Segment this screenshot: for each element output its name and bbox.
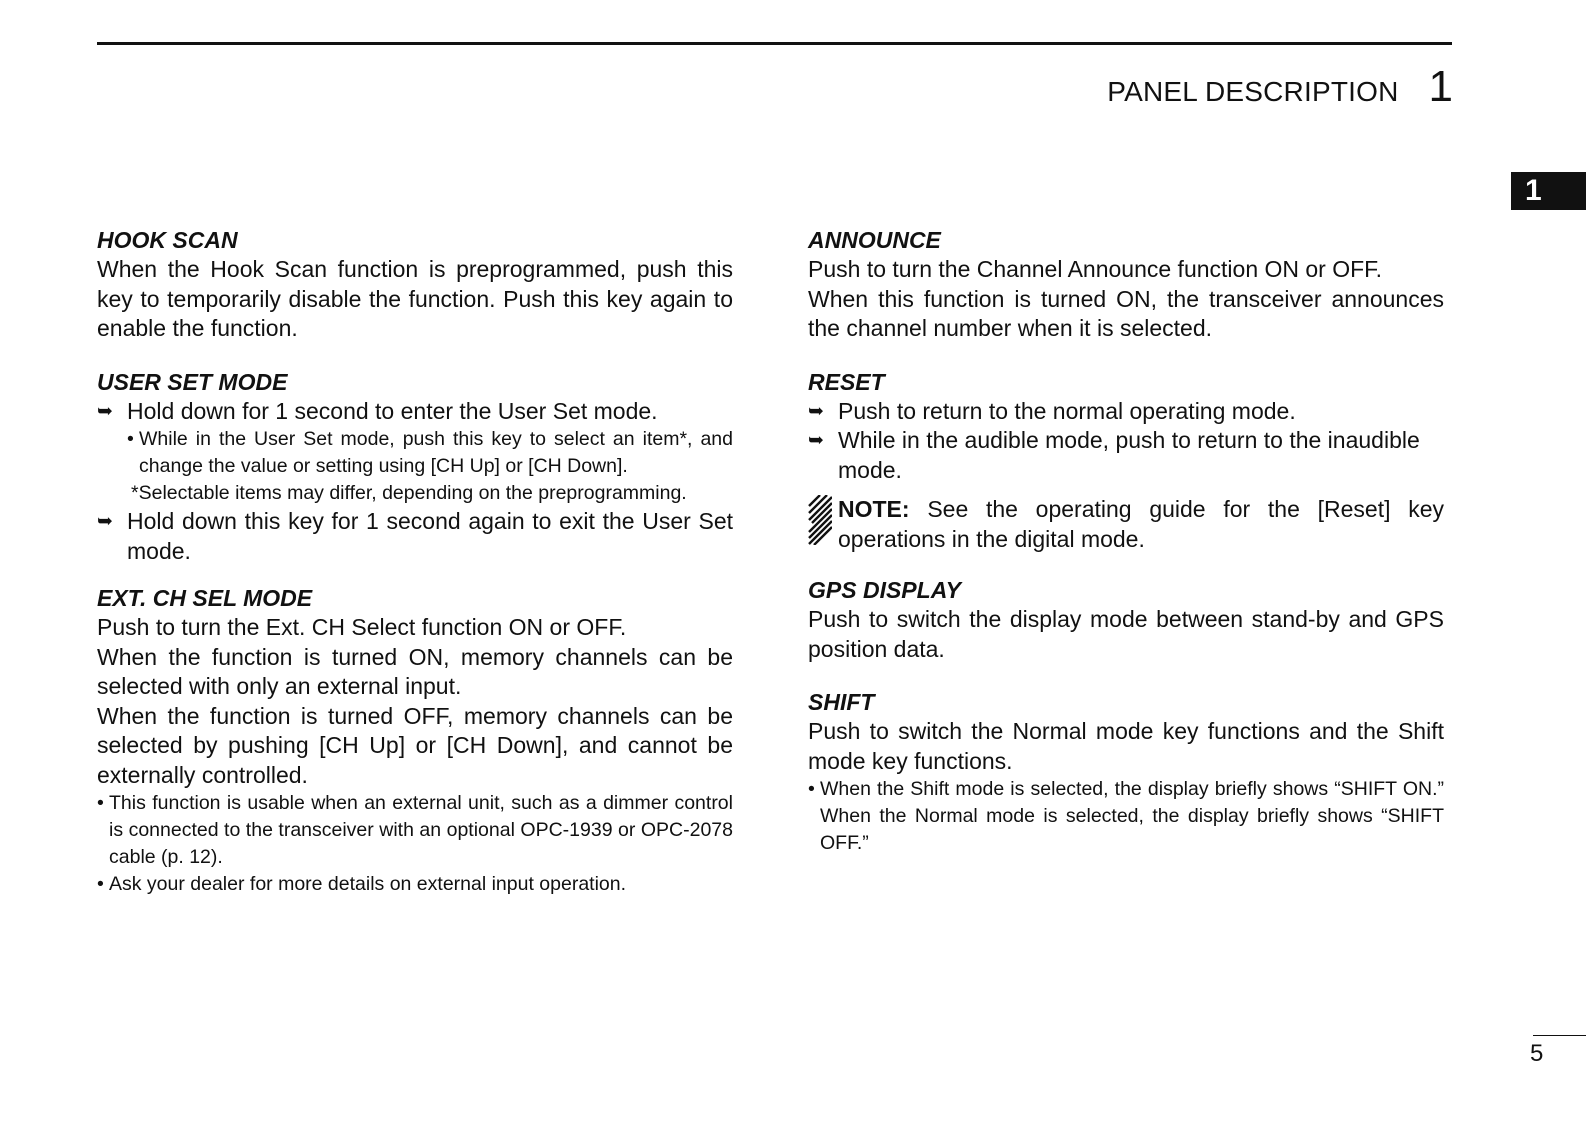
bullet-text: When the Shift mode is selected, the display briefly shows “SHIFT ON.” When the Normal mode is selected, the display briefly shows “SHIFT OFF.” — [820, 778, 1444, 854]
section-body: When the Hook Scan function is preprogrammed, push this key to temporarily disable the function. Push this key again to enable the function. — [97, 256, 733, 341]
bullet-text: While in the User Set mode, push this key to select an item*, and change the value or setting using [CH Up] or [CH Down]. — [139, 428, 733, 477]
chapter-header — [1107, 62, 1453, 112]
chapter-title: PANEL DESCRIPTION — [1107, 76, 1399, 107]
bullet-dot-icon: • — [127, 428, 134, 450]
note-label: NOTE: — [838, 496, 910, 522]
section-reset — [808, 368, 1444, 555]
arrow-item-text: Push to return to the normal operating mode. — [838, 397, 1296, 424]
arrow-list-item — [97, 507, 733, 566]
note-hatch-icon — [808, 495, 838, 554]
section-user-set-mode — [97, 368, 733, 567]
bullet-dot-icon: • — [808, 778, 815, 800]
arrow-item-text: Hold down this key for 1 second again to exit the User Set mode. — [127, 508, 733, 564]
bullet-text: This function is usable when an external unit, such as a dimmer control is connected to the transceiver with an optional OPC-1939 or OPC-2078 cable (p. 12). — [109, 792, 733, 868]
paragraph: When the function is turned ON, memory channels can be selected with only an external input. — [97, 643, 733, 699]
paragraph: Push to turn the Ext. CH Select function ON or OFF. — [97, 614, 627, 640]
left-column — [97, 226, 733, 916]
arrow-icon: ➥ — [808, 400, 824, 422]
right-column — [808, 226, 1444, 875]
footer-rule — [1533, 1035, 1586, 1036]
section-title: USER SET MODE — [97, 368, 288, 395]
section-title: EXT. CH SEL MODE — [97, 585, 313, 611]
bullet-dot-icon: • — [97, 792, 104, 814]
paragraph: When the function is turned OFF, memory channels can be selected by pushing [CH Up] or [CH Down], and cannot be externally controlled. — [97, 702, 733, 788]
arrow-item-text: While in the audible mode, push to return to the inaudible mode. — [838, 427, 1420, 483]
arrow-icon: ➥ — [97, 400, 113, 422]
arrow-list-item — [97, 397, 733, 427]
section-hook-scan — [97, 226, 733, 344]
bullet-dot-icon: • — [97, 873, 104, 895]
section-ext-ch-sel-mode — [97, 584, 733, 898]
section-body: Push to switch the Normal mode key functions and the Shift mode key functions. — [808, 718, 1444, 774]
section-title: HOOK SCAN — [97, 227, 238, 253]
chapter-side-tab: 1 — [1511, 172, 1586, 210]
bullet-text: Ask your dealer for more details on external input operation. — [109, 873, 627, 895]
top-rule — [97, 42, 1452, 45]
bullet-item — [808, 776, 1444, 857]
section-body: Push to switch the display mode between stand-by and GPS position data. — [808, 606, 1444, 662]
note-content — [838, 495, 1444, 554]
bullet-item — [97, 871, 733, 898]
page-number: 5 — [1530, 1040, 1544, 1067]
note-box — [808, 495, 1444, 554]
section-shift — [808, 688, 1444, 857]
arrow-list-item — [808, 397, 1444, 427]
note-text: See the operating guide for the [Reset] key operations in the digital mode. — [838, 496, 1445, 552]
arrow-item-text: Hold down for 1 second to enter the User Set mode. — [127, 397, 658, 424]
section-title: RESET — [808, 368, 885, 395]
section-announce — [808, 226, 1444, 344]
chapter-number: 1 — [1428, 62, 1453, 111]
bullet-item — [127, 426, 733, 480]
arrow-list-item — [808, 426, 1444, 485]
arrow-icon: ➥ — [97, 511, 113, 532]
footnote: *Selectable items may differ, depending on the preprogramming. — [131, 482, 687, 504]
section-gps-display — [808, 576, 1444, 664]
section-title: SHIFT — [808, 689, 875, 715]
paragraph: When this function is turned ON, the transceiver announces the channel number when it is selected. — [808, 285, 1444, 341]
section-title: ANNOUNCE — [808, 227, 941, 253]
arrow-icon: ➥ — [808, 430, 824, 451]
bullet-item — [97, 790, 733, 871]
paragraph: Push to turn the Channel Announce function ON or OFF. — [808, 256, 1383, 282]
section-title: GPS DISPLAY — [808, 577, 961, 603]
